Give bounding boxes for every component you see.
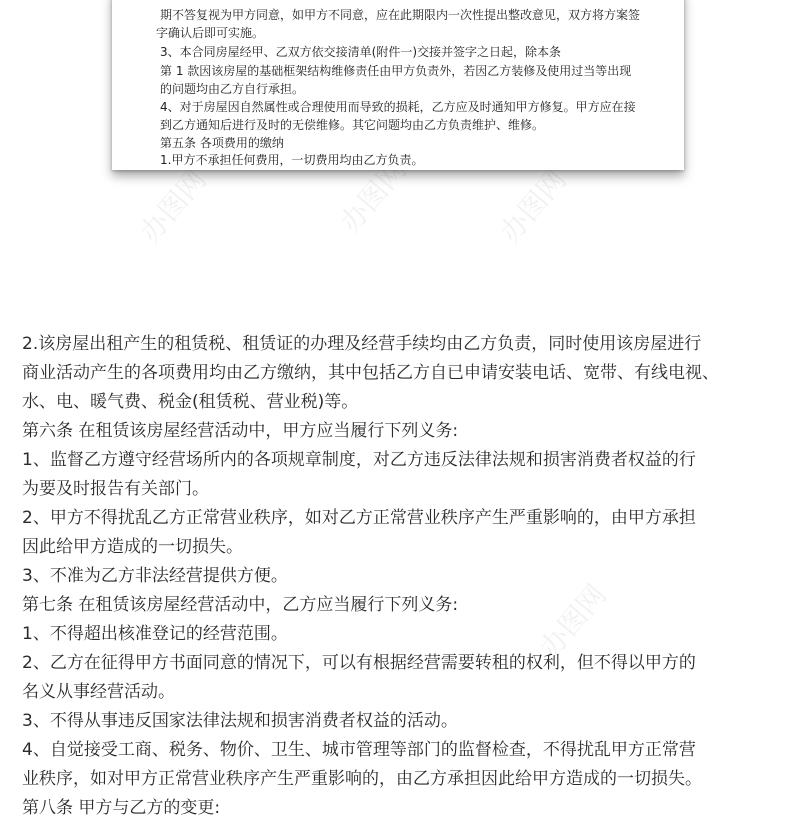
watermark-text: 办图网 — [133, 163, 213, 249]
doc-line: 2.该房屋出租产生的租赁税、租赁证的办理及经营手续均由乙方负责，同时使用该房屋进行 — [22, 334, 702, 354]
preview-line: 字确认后即可实施。 — [156, 26, 265, 40]
article-heading: 第七条 在租赁该房屋经营活动中，乙方应当履行下列义务: — [22, 595, 459, 615]
doc-line: 3、不准为乙方非法经营提供方便。 — [22, 566, 288, 586]
watermark-text: 办图网 — [533, 578, 613, 664]
doc-line: 名义从事经营活动。 — [22, 682, 175, 702]
watermark-text: 办图网 — [493, 163, 573, 249]
watermark-text: 办图网 — [333, 153, 413, 239]
doc-line: 因此给甲方造成的一切损失。 — [22, 537, 243, 557]
article-heading: 第六条 在租赁该房屋经营活动中，甲方应当履行下列义务: — [22, 421, 459, 441]
preview-line: 第五条 各项费用的缴纳 — [160, 136, 284, 150]
doc-line: 4、自觉接受工商、税务、物价、卫生、城市管理等部门的监督检查，不得扰乱甲方正常营 — [22, 740, 696, 760]
preview-line: 3、本合同房屋经甲、乙双方依交接清单(附件一)交接并签字之日起，除本条 — [160, 45, 562, 59]
page-preview-card — [112, 0, 684, 170]
preview-line — [160, 0, 660, 2]
doc-line: 为要及时报告有关部门。 — [22, 479, 209, 499]
doc-line: 2、甲方不得扰乱乙方正常营业秩序，如对乙方正常营业秩序产生严重影响的，由甲方承担 — [22, 508, 696, 528]
preview-line: 期不答复视为甲方同意，如甲方不同意，应在此期限内一次性提出整改意见，双方将方案签 — [160, 8, 641, 22]
article-heading: 第八条 甲方与乙方的变更: — [22, 798, 221, 818]
doc-line: 水、电、暖气费、税金(租赁税、营业税)等。 — [22, 392, 359, 412]
preview-line: 4、对于房屋因自然属性或合理使用而导致的损耗，乙方应及时通知甲方修复。甲方应在接 — [160, 100, 636, 114]
preview-line: 第 1 款因该房屋的基础框架结构维修责任由甲方负责外，若因乙方装修及使用过当等出现 — [160, 64, 632, 78]
doc-line: 2、乙方在征得甲方书面同意的情况下，可以有根据经营需要转租的权利，但不得以甲方的 — [22, 653, 696, 673]
preview-line: 的问题均由乙方自行承担。 — [160, 82, 305, 96]
doc-line: 3、不得从事违反国家法律法规和损害消费者权益的活动。 — [22, 711, 458, 731]
contract-text — [22, 330, 792, 823]
preview-line: 到乙方通知后进行及时的无偿维修。其它问题均由乙方负责维护、维修。 — [160, 118, 545, 132]
doc-line: 业秩序，如对甲方正常营业秩序产生严重影响的，由乙方承担因此给甲方造成的一切损失。 — [22, 769, 702, 789]
doc-line: 商业活动产生的各项费用均由乙方缴纳，其中包括乙方自已申请安装电话、宽带、有线电视、 — [22, 363, 719, 383]
doc-line: 1、监督乙方遵守经营场所内的各项规章制度，对乙方违反法律法规和损害消费者权益的行 — [22, 450, 696, 470]
preview-line: 1.甲方不承担任何费用，一切费用均由乙方负责。 — [160, 153, 424, 167]
doc-line: 1、不得超出核准登记的经营范围。 — [22, 624, 288, 644]
